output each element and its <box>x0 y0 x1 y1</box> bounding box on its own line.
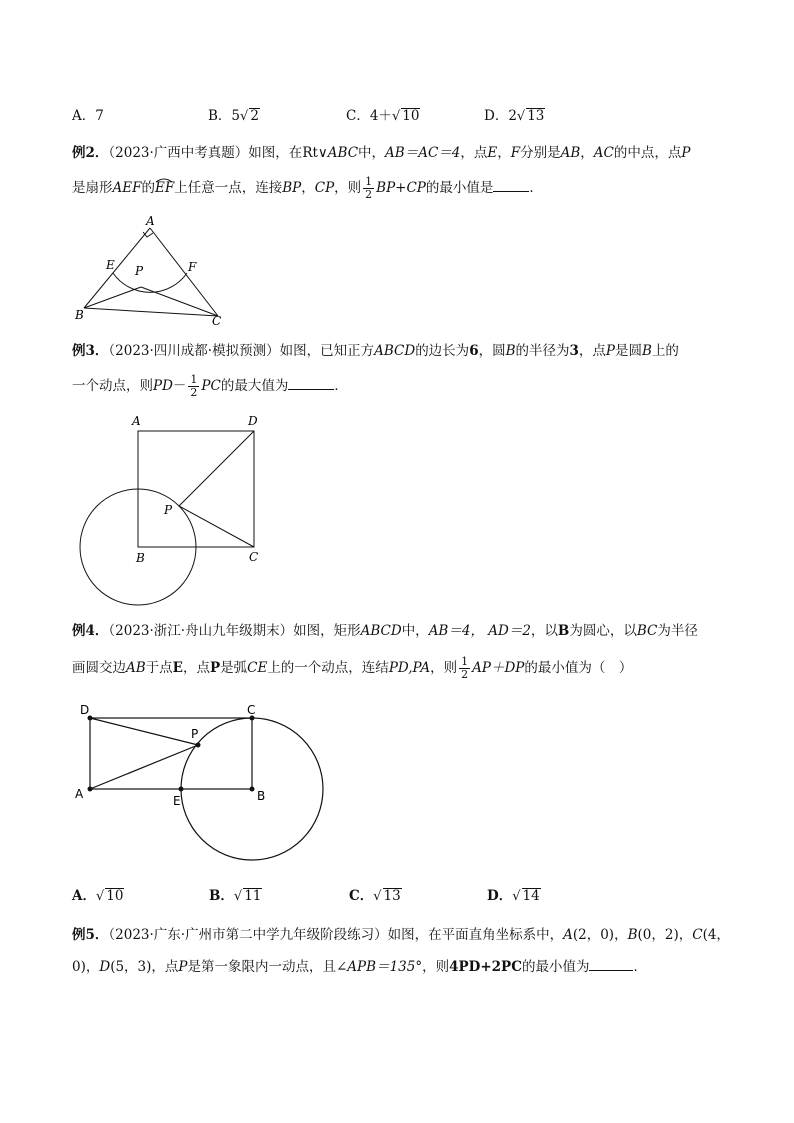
label-a: A <box>75 787 84 801</box>
fraction: $\frac{1}{2}$ <box>461 655 469 681</box>
label-a: A <box>132 414 141 428</box>
label-c: C <box>212 314 222 328</box>
ex4-line1: 例4．（2023·浙江·舟山九年级期末）如图，矩形ABCD中，AB＝4， AD＝2，以B为圆心，以BC为半径 <box>72 623 698 639</box>
ex3-line2: 一个动点，则PD－ $\frac{1}{2}$ PC的最大值为 ． <box>72 373 348 399</box>
label-e: E <box>173 794 181 808</box>
label-p: P <box>164 503 173 517</box>
ex4-option-d: D．√ 14 <box>487 888 540 904</box>
option-b-row1: B．5√ 2 <box>208 108 259 124</box>
ex3-figure <box>72 410 272 610</box>
fraction: $\frac{1}{2}$ <box>190 373 198 399</box>
ex5-line2: 0)，D(5，3)，点P是第一象限内一动点，且∠APB＝135°，则4PD+2PC的最小值为 ． <box>72 956 647 977</box>
ex4-option-a: A．√ 10 <box>72 888 124 904</box>
label-p: P <box>135 264 144 278</box>
ex5-line1: 例5．（2023·广东·广州市第二中学九年级阶段练习）如图，在平面直角坐标系中，A(2，0)，B(0，2)，C(4， <box>72 927 730 943</box>
fraction: $\frac{1}{2}$ <box>365 175 373 201</box>
label-c: C <box>249 550 259 564</box>
ex3-line1: 例3．（2023·四川成都·模拟预测）如图，已知正方ABCD的边长为6，圆B的半径为3，点P是圆B上的 <box>72 343 679 359</box>
label-c: C <box>247 703 256 717</box>
label-a: A <box>146 215 155 228</box>
ex4-line2: 画圆交边AB于点E，点P是弧CE上的一个动点，连结PD,PA，则 $\frac{1}{2}$ AP＋DP的最小值为（ ） <box>72 655 633 681</box>
label-p: P <box>191 727 199 741</box>
option-a-row1: A．7 <box>72 108 104 124</box>
option-c-row1: C．4＋√ 10 <box>346 108 420 124</box>
ex4-option-c: C．√ 13 <box>349 888 401 904</box>
label-d: D <box>80 703 90 717</box>
arc-ef: EF <box>155 180 174 196</box>
ex4-option-b: B．√ 11 <box>209 888 262 904</box>
arc-mark <box>155 177 173 183</box>
ex2-figure <box>72 215 232 330</box>
label-b: B <box>136 551 145 565</box>
label-e: E <box>106 258 115 272</box>
label-f: F <box>188 260 197 274</box>
label-d: D <box>248 414 258 428</box>
ex2-line1: 例2．（2023·广西中考真题）如图，在Rt∨ABC中，AB＝AC＝4，点E，F分别是AB，AC的中点，点P <box>72 145 691 161</box>
answer-blank[interactable] <box>589 956 633 971</box>
label-b: B <box>257 789 266 803</box>
ex4-figure <box>72 700 332 870</box>
ex2-line2: 是扇形AEF的EF 上任意一点，连接BP，CP，则 $\frac{1}{2}$ BP+CP的最小值是 ． <box>72 175 543 201</box>
option-d-row1: D．2√ 13 <box>484 108 545 124</box>
answer-blank[interactable] <box>288 375 334 390</box>
label-b: B <box>75 308 84 322</box>
answer-blank[interactable] <box>493 177 529 192</box>
